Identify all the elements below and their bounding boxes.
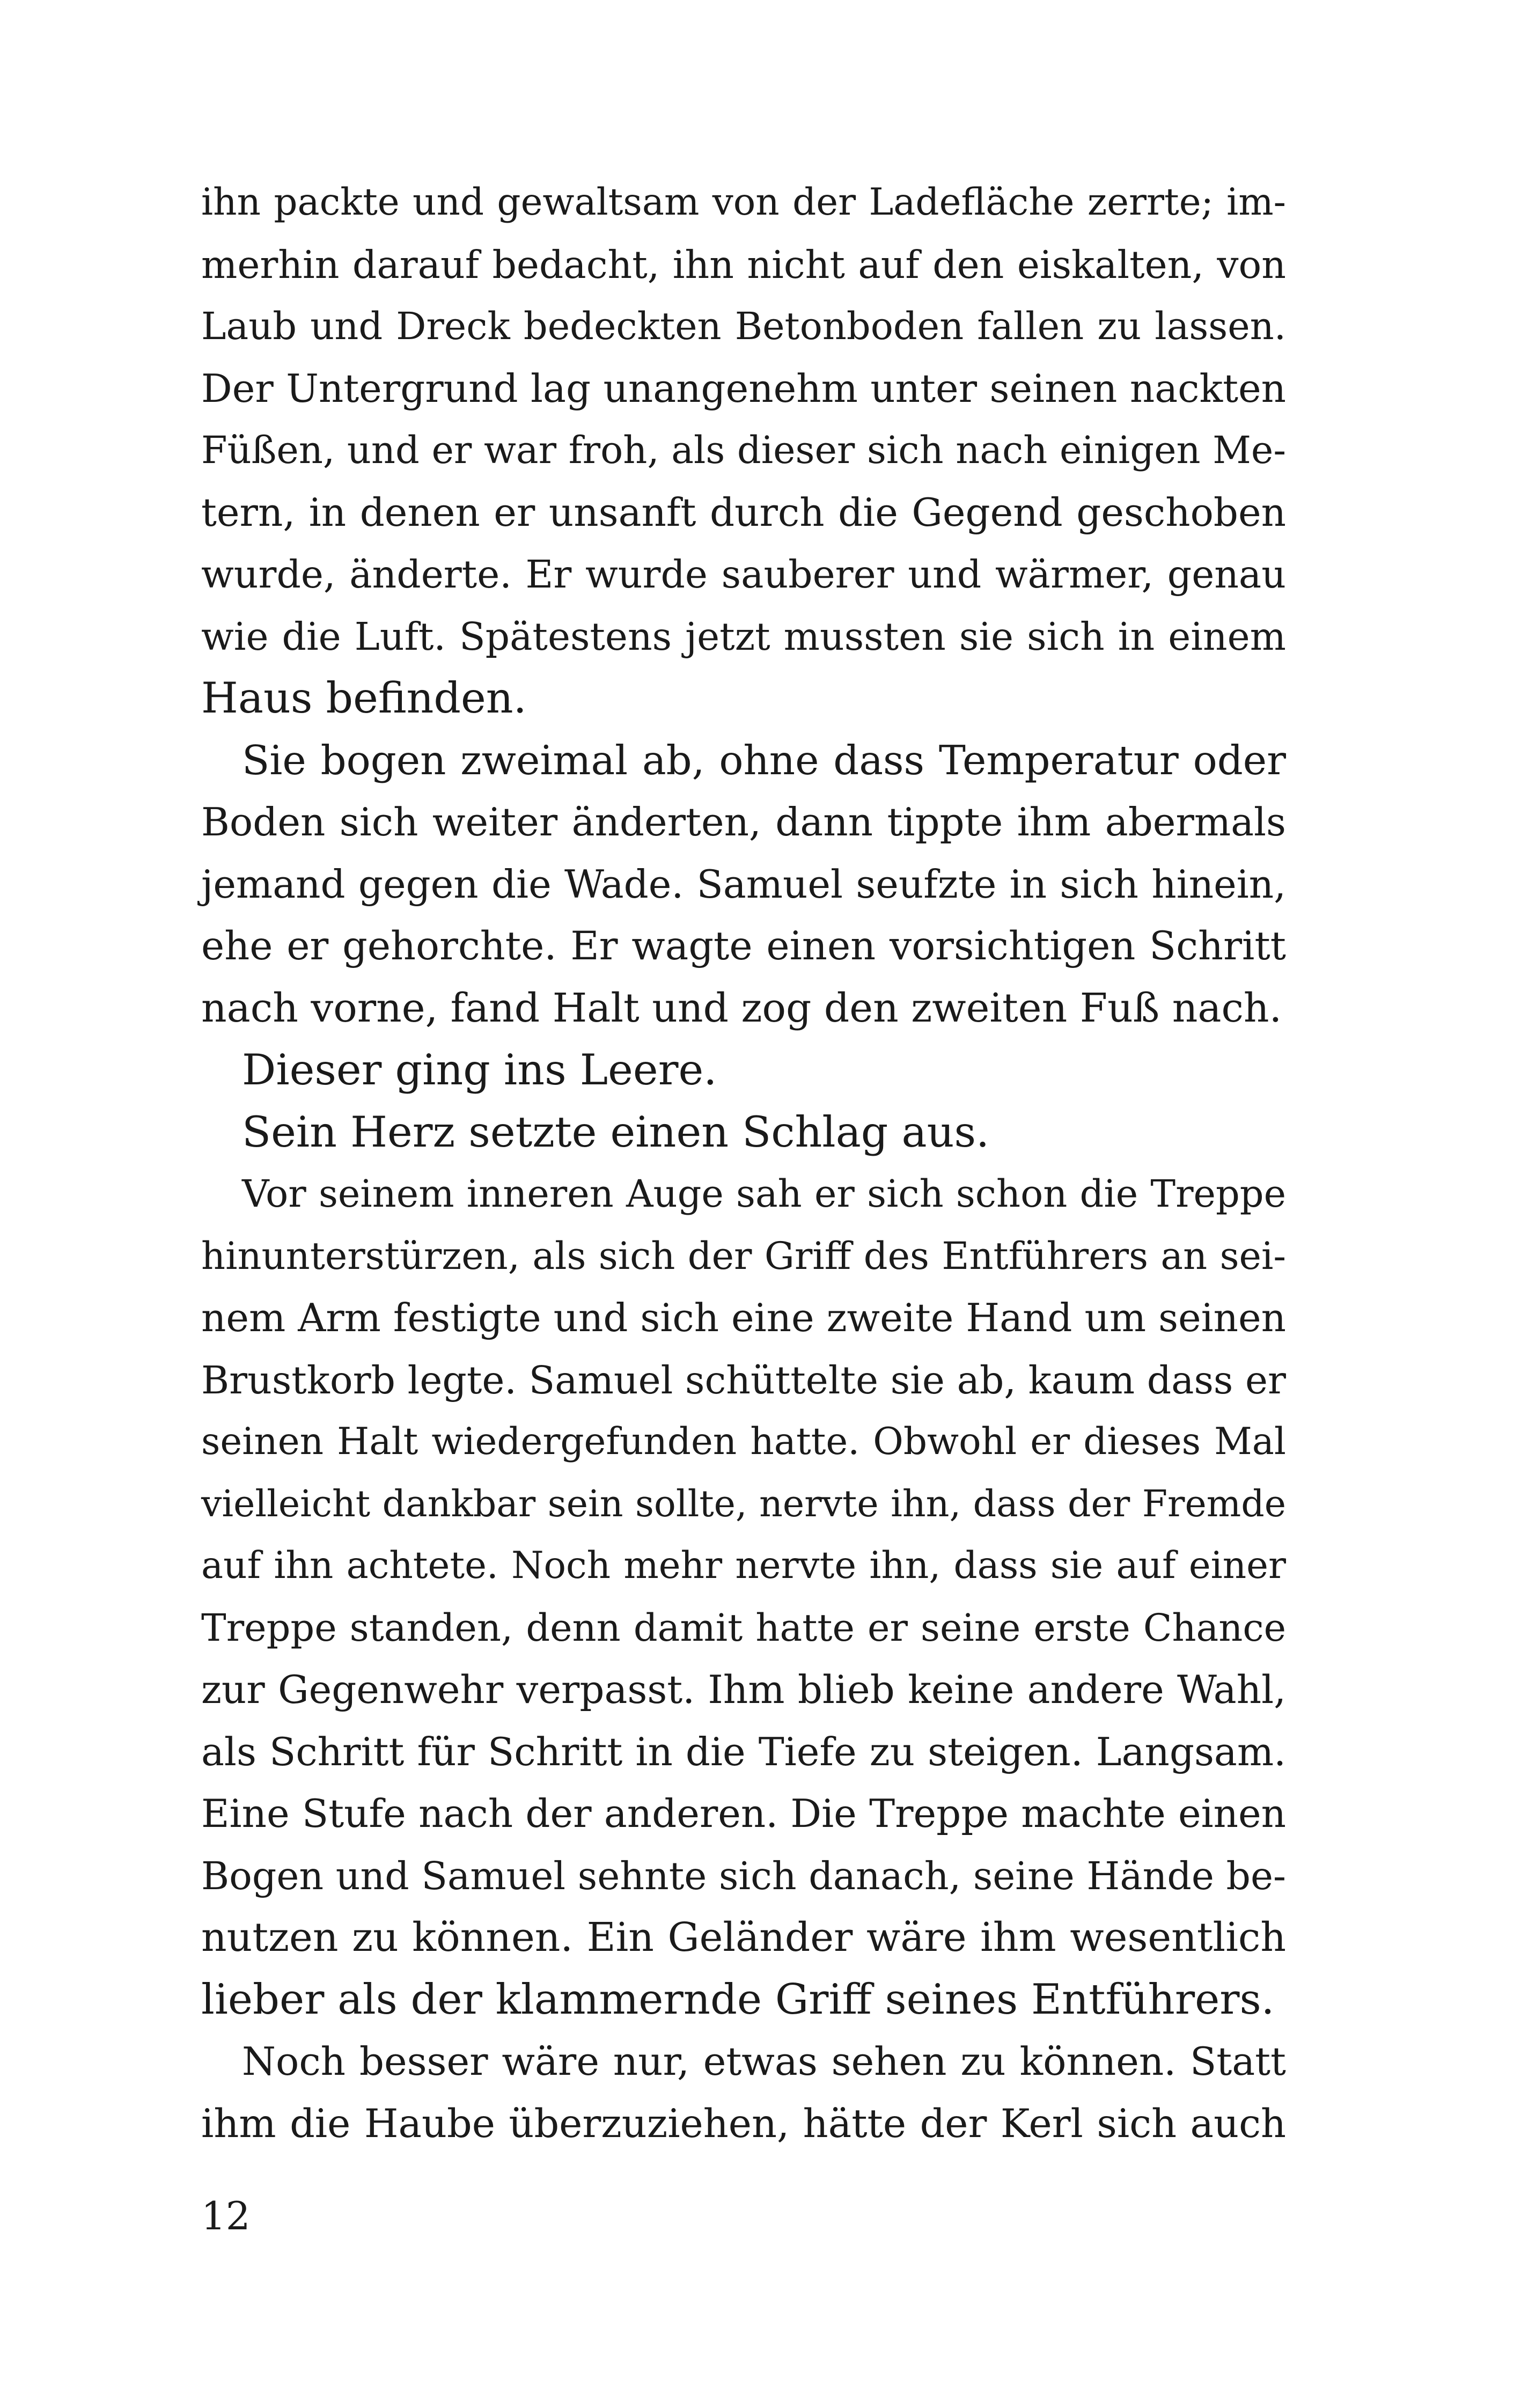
text-line: Boden sich weiter änderten, dann tippte ihm abermals (201, 799, 1286, 845)
page-number: 12 (201, 2193, 251, 2238)
text-line: nach vorne, fand Halt und zog den zweiten Fuß nach. (201, 985, 1282, 1031)
text-line: seinen Halt wiedergefunden hatte. Obwohl er dieses Mal (201, 1420, 1286, 1463)
text-line: tern, in denen er unsanft durch die Gegend geschoben (201, 489, 1286, 535)
text-line: nem Arm festigte und sich eine zweite Hand um seinen (201, 1295, 1286, 1340)
text-line: Füßen, und er war froh, als dieser sich nach einigen Me- (201, 428, 1286, 472)
text-line: Eine Stufe nach der anderen. Die Treppe machte einen (201, 1791, 1286, 1836)
text-line: Bogen und Samuel sehnte sich danach, seine Hände be- (201, 1853, 1286, 1898)
text-line: Der Untergrund lag unangenehm unter seinen nackten (201, 365, 1286, 411)
text-line: hinunterstürzen, als sich der Griff des Entführers an sei- (201, 1234, 1286, 1278)
text-line: Brustkorb legte. Samuel schüttelte sie ab, kaum dass er (201, 1357, 1286, 1403)
text-line: Sie bogen zweimal ab, ohne dass Temperatur oder (242, 736, 1286, 784)
body-text (201, 172, 1286, 2155)
text-line: zur Gegenwehr verpasst. Ihm blieb keine andere Wahl, (201, 1667, 1286, 1712)
text-line: merhin darauf bedacht, ihn nicht auf den eiskalten, von (201, 242, 1286, 287)
text-line: ehe er gehorchte. Er wagte einen vorsichtigen Schritt (201, 923, 1286, 969)
text-line: nutzen zu können. Ein Geländer wäre ihm wesentlich (201, 1914, 1286, 1961)
text-line: als Schritt für Schritt in die Tiefe zu steigen. Langsam. (201, 1729, 1286, 1774)
text-line: lieber als der klammernde Griff seines Entführers. (201, 1975, 1275, 2024)
text-line: ihm die Haube überzuziehen, hätte der Kerl sich auch (201, 2101, 1286, 2147)
text-line: ihn packte und gewaltsam von der Ladefläche zerrte; im- (201, 181, 1286, 224)
text-line: jemand gegen die Wade. Samuel seufzte in sich hinein, (201, 861, 1286, 907)
text-line: Laub und Dreck bedeckten Betonboden fallen zu lassen. (201, 304, 1286, 348)
text-line: Sein Herz setzte einen Schlag aus. (242, 1107, 990, 1157)
text-line: Noch besser wäre nur, etwas sehen zu können. Statt (242, 2039, 1286, 2084)
text-line: vielleicht dankbar sein sollte, nervte ihn, dass der Fremde (201, 1482, 1286, 1525)
text-line: Dieser ging ins Leere. (242, 1045, 717, 1095)
text-line: wurde, änderte. Er wurde sauberer und wärmer, genau (201, 552, 1286, 597)
text-line: Treppe standen, denn damit hatte er seine erste Chance (201, 1605, 1286, 1650)
text-line: wie die Luft. Spätestens jetzt mussten sie sich in einem (201, 614, 1286, 659)
text-line: Vor seinem inneren Auge sah er sich schon die Treppe (242, 1172, 1286, 1216)
text-line: auf ihn achtete. Noch mehr nervte ihn, dass sie auf einer (201, 1544, 1286, 1587)
text-line: Haus befinden. (201, 673, 527, 723)
